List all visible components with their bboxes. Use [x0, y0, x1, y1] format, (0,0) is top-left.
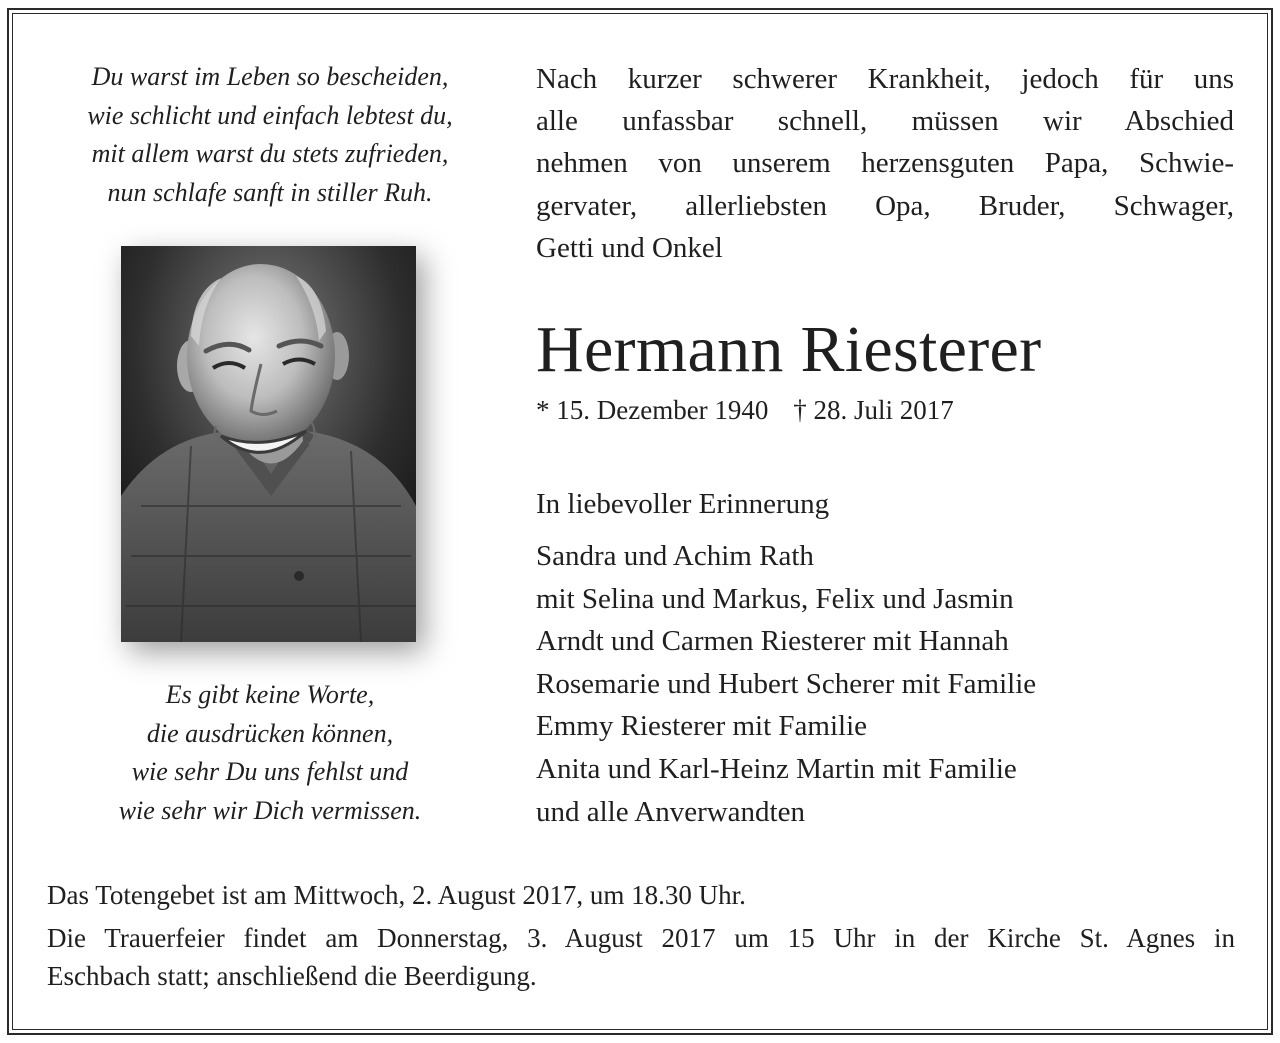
mourner-line: Rosemarie und Hubert Scherer mit Familie [536, 667, 1037, 700]
intro-line: alle unfassbar schnell, müssen wir Abschied [536, 105, 1234, 138]
mourners-list [536, 535, 1234, 833]
poem-top-line: nun schlafe sanft in stiller Ruh. [107, 177, 433, 207]
deceased-name: Hermann Riesterer [536, 313, 1042, 386]
life-dates [536, 391, 1236, 429]
funeral-info-line: Eschbach statt; anschließend die Beerdigung. [47, 961, 537, 991]
mourner-line: Anita und Karl-Heinz Martin mit Familie [536, 752, 1017, 785]
prayer-info: Das Totengebet ist am Mittwoch, 2. August 2017, um 18.30 Uhr. [47, 880, 746, 910]
poem-top [40, 58, 500, 212]
intro-paragraph [536, 58, 1234, 269]
funeral-info [47, 919, 1235, 995]
death-date: † 28. Juli 2017 [793, 395, 954, 425]
mourner-line: mit Selina und Markus, Felix und Jasmin [536, 582, 1014, 615]
poem-bottom-line: Es gibt keine Worte, [165, 680, 375, 709]
intro-line: Getti und Onkel [536, 231, 723, 264]
mourner-line: und alle Anverwandten [536, 795, 805, 828]
mourner-line: Emmy Riesterer mit Familie [536, 710, 868, 743]
intro-line: gervater, allerliebsten Opa, Bruder, Schwager, [536, 189, 1234, 222]
intro-line: Nach kurzer schwerer Krankheit, jedoch für uns [536, 63, 1234, 95]
service-info [47, 876, 1235, 995]
funeral-info-line: Die Trauerfeier findet am Donnerstag, 3. August 2017 um 15 Uhr in der Kirche St. Agnes in [47, 923, 1235, 953]
poem-bottom [40, 676, 500, 830]
poem-top-line: mit allem warst du stets zufrieden, [91, 139, 449, 168]
poem-bottom-line: wie sehr Du uns fehlst und [131, 757, 409, 786]
birth-date: * 15. Dezember 1940 [536, 395, 769, 425]
portrait-illustration [121, 246, 416, 642]
mourner-line: Sandra und Achim Rath [536, 540, 814, 572]
poem-bottom-line: wie sehr wir Dich vermissen. [118, 795, 422, 825]
memory-heading: In liebevoller Erinnerung [536, 488, 830, 520]
mourner-line: Arndt und Carmen Riesterer mit Hannah [536, 625, 1009, 658]
portrait-photo [121, 246, 416, 642]
poem-top-line: wie schlicht und einfach lebtest du, [87, 100, 453, 130]
poem-bottom-line: die ausdrücken können, [146, 718, 394, 748]
poem-top-line: Du warst im Leben so bescheiden, [91, 62, 449, 91]
intro-line: nehmen von unserem herzensguten Papa, Schwie- [536, 147, 1234, 180]
